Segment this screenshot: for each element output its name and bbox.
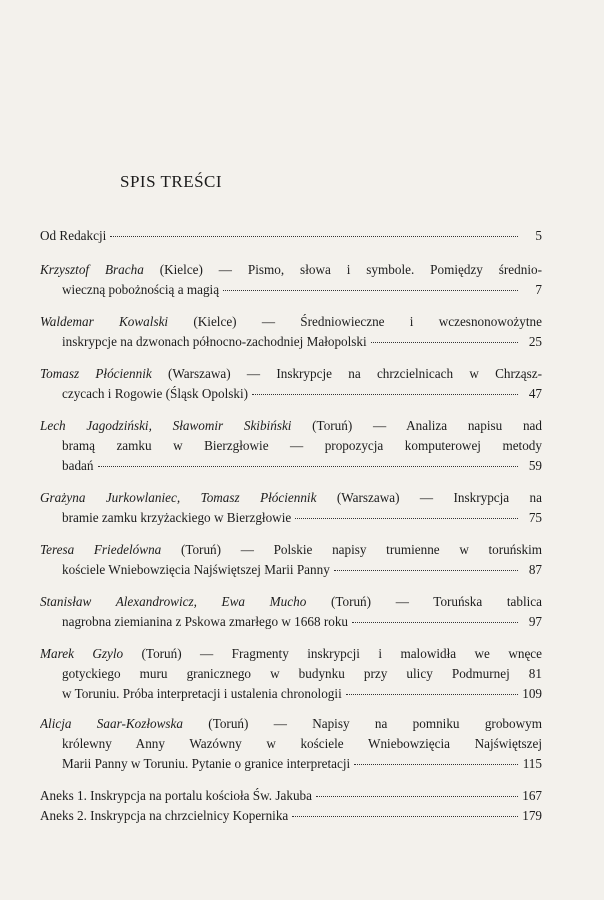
entry-title: (Toruń) — Toruńska tablica (306, 594, 542, 609)
toc-entry-od-redakcji (40, 226, 542, 246)
entry-title-cont: badań (62, 458, 94, 473)
page-number: 59 (528, 458, 542, 473)
toc-entry-kowalski (40, 312, 542, 352)
entry-author: Lech Jagodziński, Sławomir Skibiński (40, 418, 292, 433)
toc-entry-bracha (40, 260, 542, 300)
dot-leader (98, 466, 519, 467)
page-number: 97 (528, 614, 542, 629)
entry-author: Alicja Saar-Kozłowska (40, 716, 183, 731)
entry-title: (Toruń) — Analiza napisu nad (291, 418, 542, 433)
toc-entry-saar-kozlowska (40, 714, 542, 774)
entry-title-cont: nagrobna ziemianina z Pskowa zmarłego w 1668 roku (62, 614, 349, 629)
page-title: SPIS TREŚCI (120, 172, 223, 191)
dot-leader (346, 694, 518, 695)
page-number: 167 (522, 788, 542, 803)
entry-title-cont: królewny Anny Wazówny w kościele Wniebowzięcia Najświętszej (62, 736, 542, 751)
toc-entry-plociennik (40, 364, 542, 404)
toc-entry-aneks-2 (40, 806, 542, 826)
entry-title-cont: w Toruniu. Próba interpretacji i ustalenia chronologii (62, 686, 342, 701)
dot-leader (252, 394, 518, 395)
entry-title: Aneks 2. Inskrypcja na chrzcielnicy Kopernika (40, 808, 289, 823)
page-number: 75 (528, 510, 542, 525)
dot-leader (316, 796, 518, 797)
toc-entry-jurkowlaniec (40, 488, 542, 528)
entry-title: Aneks 1. Inskrypcja na portalu kościoła Św. Jakuba (40, 788, 312, 803)
toc-entry-alexandrowicz (40, 592, 542, 632)
entry-title: (Warszawa) — Inskrypcja na (316, 490, 542, 505)
entry-title: Od Redakcji (40, 228, 107, 243)
entry-title-cont: kościele Wniebowzięcia Najświętszej Marii Panny (62, 562, 330, 577)
page-number: 47 (528, 386, 542, 401)
toc-entry-gzylo (40, 644, 542, 704)
page-number: 87 (528, 562, 542, 577)
page-number: 179 (522, 808, 542, 823)
dot-leader (110, 236, 518, 237)
toc-entry-jagodzinski (40, 416, 542, 476)
entry-title: (Kielce) — Średniowieczne i wczesnonowożytne (168, 314, 542, 329)
page-number: 25 (528, 334, 542, 349)
toc-entry-aneks-1 (40, 786, 542, 806)
entry-title-cont: Marii Panny w Toruniu. Pytanie o granice interpretacji (62, 756, 351, 771)
entry-title: (Kielce) — Pismo, słowa i symbole. Pomiędzy średnio- (143, 262, 542, 277)
page-number: 7 (535, 282, 542, 297)
entry-title: (Toruń) — Fragmenty inskrypcji i malowidła we wnęce (123, 646, 542, 661)
dot-leader (292, 816, 518, 817)
entry-author: Krzysztof Bracha (40, 262, 144, 277)
entry-author: Teresa Friedelówna (40, 542, 162, 557)
toc-entry-friedelowna (40, 540, 542, 580)
entry-title-cont: wieczną pobożnością a magią (62, 282, 220, 297)
entry-author: Marek Gzylo (40, 646, 124, 661)
entry-author: Grażyna Jurkowlaniec, Tomasz Płóciennik (40, 490, 317, 505)
page-number: 5 (535, 228, 542, 243)
dot-leader (352, 622, 518, 623)
entry-title: (Warszawa) — Inskrypcje na chrzcielnicach w Chrząsz- (151, 366, 542, 381)
entry-title-cont: inskrypcje na dzwonach północno-zachodniej Małopolski (62, 334, 367, 349)
dot-leader (295, 518, 518, 519)
entry-title-cont: czycach i Rogowie (Śląsk Opolski) (62, 386, 249, 401)
dot-leader (334, 570, 518, 571)
page-number: 109 (522, 686, 542, 701)
entry-title: (Toruń) — Napisy na pomniku grobowym (183, 716, 542, 731)
page-number: 115 (522, 756, 542, 771)
entry-author: Stanisław Alexandrowicz, Ewa Mucho (40, 594, 307, 609)
entry-author: Tomasz Płóciennik (40, 366, 152, 381)
dot-leader (371, 342, 518, 343)
entry-title-cont: gotyckiego muru granicznego w budynku przy ulicy Podmurnej 81 (62, 666, 542, 681)
entry-title-cont: bramie zamku krzyżackiego w Bierzgłowie (62, 510, 292, 525)
entry-author: Waldemar Kowalski (40, 314, 169, 329)
dot-leader (354, 764, 518, 765)
entry-title: (Toruń) — Polskie napisy trumienne w toruńskim (161, 542, 542, 557)
dot-leader (223, 290, 518, 291)
entry-title-cont: bramą zamku w Bierzgłowie — propozycja komputerowej metody (62, 438, 542, 453)
